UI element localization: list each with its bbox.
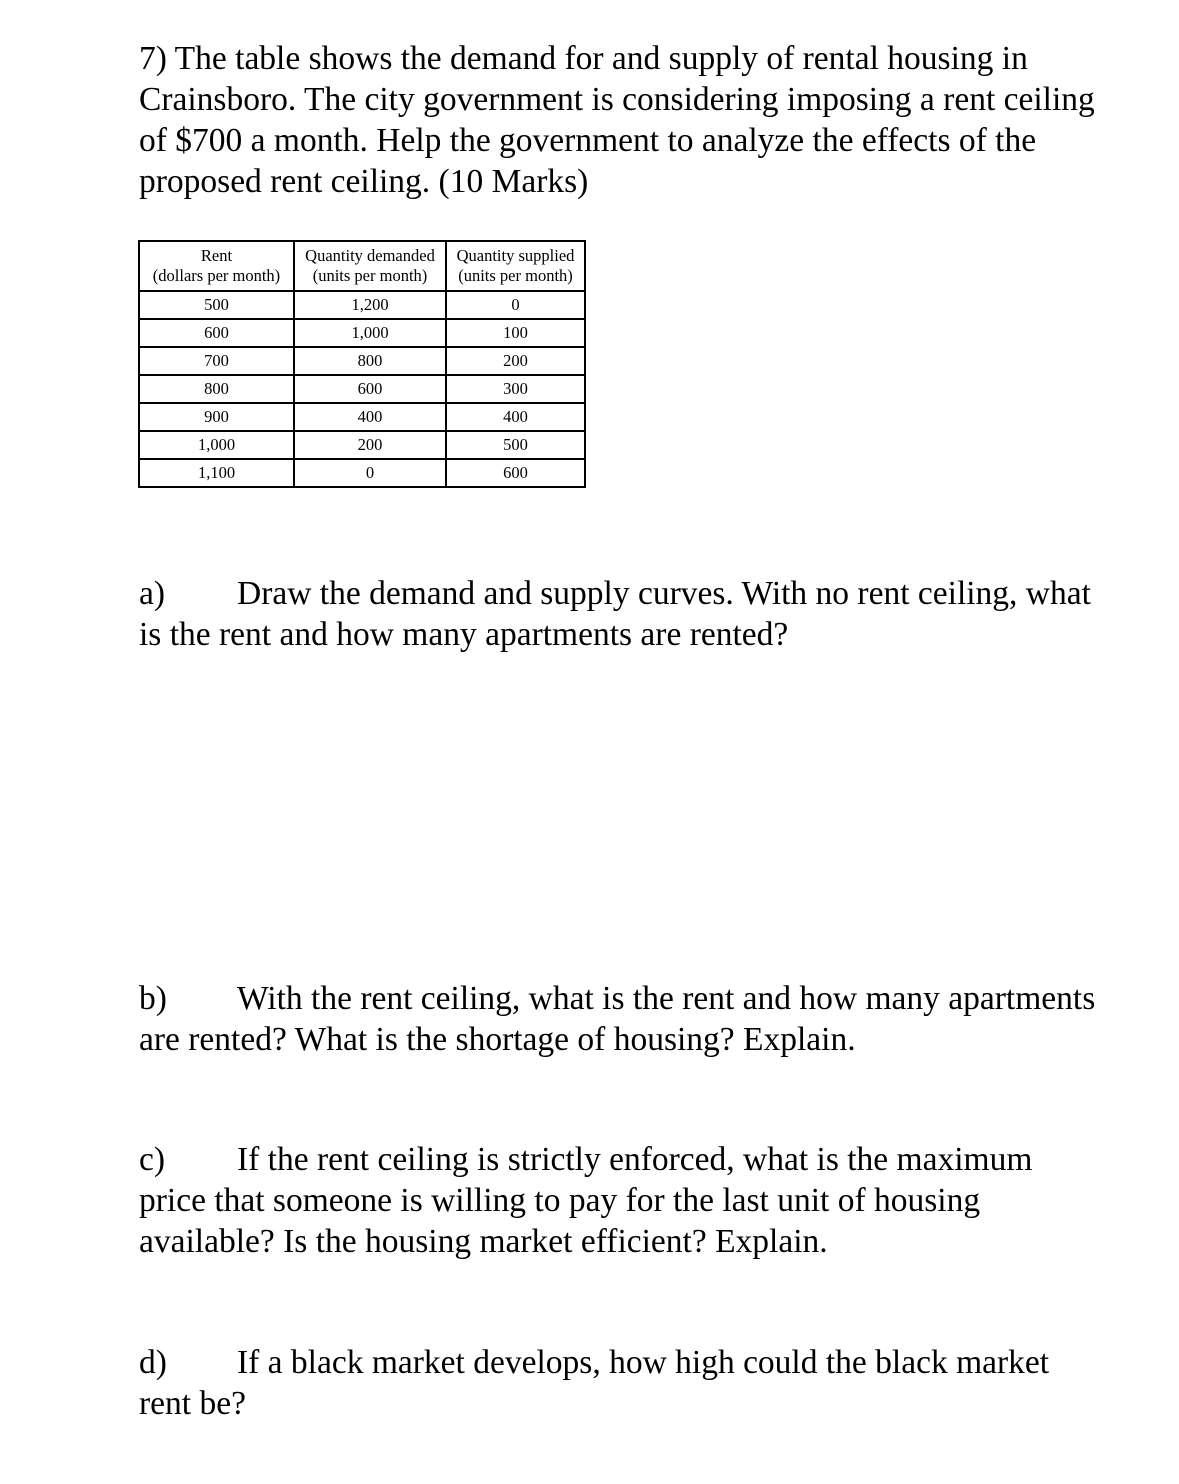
- table-row: [139, 291, 585, 319]
- question-b-letter: b): [139, 980, 167, 1017]
- table-row: [139, 403, 585, 431]
- header-quantity-supplied: Quantity supplied: [446, 241, 585, 266]
- cell-quantity-supplied: 0: [446, 291, 585, 319]
- question-intro: 7) The table shows the demand for and supply of rental housing in Crainsboro. The city government is considering imposing a rent ceiling of $700 a month. Help the government to analyze the effects of the proposed rent ceiling. (10 Marks): [139, 40, 1095, 200]
- question-d: [139, 1342, 1099, 1424]
- cell-rent: 1,000: [139, 431, 294, 459]
- question-d-text: If a black market develops, how high could the black market rent be?: [139, 1344, 1050, 1422]
- question-b: [139, 978, 1099, 1060]
- table-row: [139, 319, 585, 347]
- question-a-text: Draw the demand and supply curves. With no rent ceiling, what is the rent and how many apartments are rented?: [139, 575, 1091, 653]
- question-a-letter: a): [139, 575, 166, 612]
- question-c-letter: c): [139, 1141, 166, 1178]
- cell-quantity-demanded: 1,200: [294, 291, 446, 319]
- header-quantity-supplied-units: (units per month): [446, 266, 585, 291]
- cell-rent: 500: [139, 291, 294, 319]
- header-rent-units: (dollars per month): [139, 266, 294, 291]
- table-header-units-row: [139, 266, 585, 291]
- question-c-text: If the rent ceiling is strictly enforced, what is the maximum price that someone is willing to pay for the last unit of housing available? Is the housing market efficient? Explain.: [139, 1141, 1033, 1260]
- table-header-row: [139, 241, 585, 266]
- cell-rent: 1,100: [139, 459, 294, 487]
- cell-quantity-demanded: 800: [294, 347, 446, 375]
- cell-quantity-supplied: 200: [446, 347, 585, 375]
- cell-quantity-supplied: 100: [446, 319, 585, 347]
- cell-rent: 900: [139, 403, 294, 431]
- cell-quantity-demanded: 200: [294, 431, 446, 459]
- cell-quantity-supplied: 500: [446, 431, 585, 459]
- cell-quantity-demanded: 600: [294, 375, 446, 403]
- cell-rent: 700: [139, 347, 294, 375]
- cell-rent: 600: [139, 319, 294, 347]
- question-a: [139, 573, 1099, 655]
- table-row: [139, 347, 585, 375]
- table-row: [139, 375, 585, 403]
- header-quantity-demanded: Quantity demanded: [294, 241, 446, 266]
- question-d-letter: d): [139, 1344, 167, 1381]
- header-quantity-demanded-units: (units per month): [294, 266, 446, 291]
- cell-quantity-demanded: 0: [294, 459, 446, 487]
- cell-quantity-supplied: 300: [446, 375, 585, 403]
- cell-quantity-demanded: 400: [294, 403, 446, 431]
- header-rent: Rent: [139, 241, 294, 266]
- question-b-text: With the rent ceiling, what is the rent and how many apartments are rented? What is the shortage of housing? Explain.: [139, 980, 1096, 1058]
- question-c: [139, 1139, 1099, 1262]
- rental-housing-table: [138, 240, 586, 488]
- table-row: [139, 431, 585, 459]
- cell-quantity-demanded: 1,000: [294, 319, 446, 347]
- cell-quantity-supplied: 400: [446, 403, 585, 431]
- cell-quantity-supplied: 600: [446, 459, 585, 487]
- table-row: [139, 459, 585, 487]
- cell-rent: 800: [139, 375, 294, 403]
